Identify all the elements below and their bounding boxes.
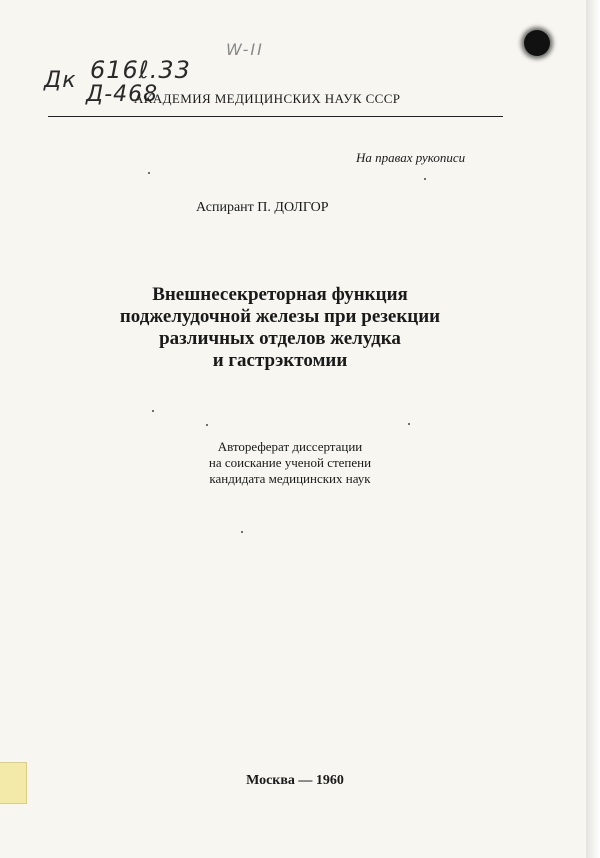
- scan-speck: [241, 531, 243, 533]
- title-line: различных отделов желудка: [159, 328, 401, 349]
- document-title: [60, 284, 500, 372]
- scan-speck: [206, 424, 208, 426]
- header-divider: [48, 116, 503, 117]
- rights-notice: На правах рукописи: [356, 150, 466, 165]
- scan-speck: [152, 410, 154, 412]
- handwritten-classification: 616ℓ.33: [90, 56, 191, 84]
- academy-name: АКАДЕМИЯ МЕДИЦИНСКИХ НАУК СССР: [134, 91, 401, 106]
- handwritten-reference: W-II: [226, 40, 264, 59]
- handwritten-call-number: Д-468: [86, 82, 159, 107]
- subtitle-line: Автореферат диссертации: [217, 439, 363, 454]
- sticky-note-tab: [0, 762, 27, 804]
- page-edge: [586, 0, 600, 858]
- document-subtitle: [140, 439, 440, 487]
- scan-speck: [148, 172, 150, 174]
- scan-speck: [408, 423, 410, 425]
- title-line: поджелудочной железы при резекции: [119, 306, 441, 327]
- city-year: Москва — 1960: [246, 773, 344, 788]
- author-line: Аспирант П. ДОЛГОР: [196, 200, 329, 215]
- title-line: Внешнесекреторная функция: [152, 284, 408, 305]
- punch-hole-icon: [524, 30, 550, 56]
- subtitle-line: на соискание ученой степени: [208, 455, 372, 470]
- subtitle-line: кандидата медицинских наук: [209, 471, 371, 486]
- scan-speck: [424, 178, 426, 180]
- handwritten-code-prefix: Дк: [44, 68, 77, 93]
- title-line: и гастрэктомии: [212, 350, 348, 371]
